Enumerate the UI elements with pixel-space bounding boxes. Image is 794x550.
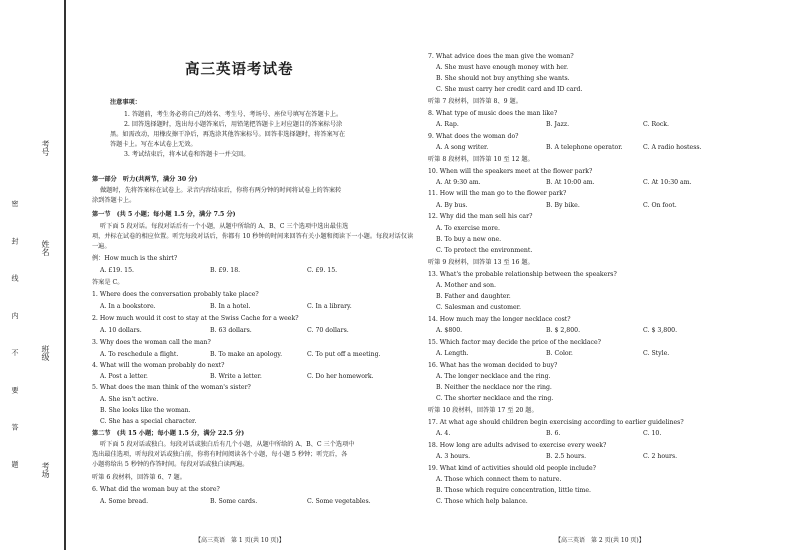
text-line: A. Those which connect them to nature. [436,476,562,483]
binding-line [64,0,66,550]
answer-option: A. To reschedule a flight. [100,351,179,358]
text-line: 涂到答题卡上。 [92,197,136,204]
answer-option: A. 3 hours. [436,453,471,460]
text-line: 4. What will the woman probably do next? [92,362,225,369]
answer-option: A. £19. 15. [100,267,134,274]
answer-option: A. At 9:30 am. [436,179,481,186]
text-line: 第二节 (共 15 小题；每小题 1.5 分，满分 22.5 分) [92,430,245,437]
answer-option: A. 10 dollars. [100,327,142,334]
answer-option: B. At 10:00 am. [546,179,595,186]
answer-option: B. Write a letter. [210,373,262,380]
answer-option: A. Post a letter. [100,373,148,380]
answer-option: B. By bike. [546,202,580,209]
text-line: 2. How much would it cost to stay at the Swiss Cache for a week? [92,315,299,322]
text-line: 注意事项： [110,99,141,106]
text-line: 听下面 5 段对话或独白。每段对话或独白后有几个小题，从题中所给的 A、B、C 三个选项中 [100,441,355,448]
answer-option: C. In a library. [307,303,352,310]
text-line: 12. Why did the man sell his car? [428,213,533,220]
text-line: 小题将给出 5 秒钟的作答时间。每段对话或独白读两遍。 [92,461,249,468]
text-line: 16. What has the woman decided to buy? [428,362,558,369]
answer-option: C. 2 hours. [643,453,678,460]
binding-margin [0,0,68,550]
text-line: 19. What kind of activities should old people include? [428,465,596,472]
answer-option: A. $800. [436,327,463,334]
text-line: C. Salesman and customer. [436,304,521,311]
answer-option: C. Some vegetables. [307,498,371,505]
text-line: 听第 7 段材料，回答第 8、9 题。 [428,98,522,105]
text-line: 1. 答题前，考生务必将自己的姓名、考生号、考场号、座位号填写在答题卡上。 [124,111,343,118]
text-line: B. Neither the necklace nor the ring. [436,384,552,391]
answer-option: C. Do her homework. [307,373,374,380]
text-line: 13. What's the probable relationship between the speakers? [428,271,617,278]
answer-option: C. 70 dollars. [307,327,349,334]
answer-option: C. $ 3,800. [643,327,678,334]
text-line: 项，并标在试卷的相应位置。听完每段对话后，你都有 10 秒钟的时间来回答有关小题和阅读下一小题。每段对话仅读 [92,233,414,240]
text-line: B. To buy a new one. [436,236,502,243]
text-line: C. She has a special character. [100,418,197,425]
text-line: 听第 6 段材料，回答第 6、7 题。 [92,474,186,481]
text-line: A. To exercise more. [436,225,500,232]
text-line: 8. What type of music does the man like? [428,110,558,117]
text-line: 9. What does the woman do? [428,133,519,140]
text-line: A. She isn't active. [100,396,159,403]
answer-option: C. £9. 15. [307,267,338,274]
text-line: C. The shorter necklace and the ring. [436,395,554,402]
answer-option: A. A song writer. [436,144,489,151]
text-line: 10. When will the speakers meet at the flower park? [428,168,593,175]
binding-label-name: 姓名 [41,240,50,256]
answer-option: A. Some bread. [100,498,149,505]
text-line: 6. What did the woman buy at the store? [92,486,220,493]
answer-option: C. Style. [643,350,670,357]
text-line: 答题卡上。写在本试卷上无效。 [110,141,197,148]
answer-option: C. At 10:30 am. [643,179,692,186]
left-page-footer: 【高三英语 第 1 页(共 10 页)】 [195,537,285,544]
text-line: 一遍。 [92,243,111,250]
answer-option: C. On foot. [643,202,677,209]
answer-option: A. 4. [436,430,451,437]
text-line: 第一部分 听力(共两节，满分 30 分) [92,176,198,183]
text-line: 听第 10 段材料，回答第 17 至 20 题。 [428,407,538,414]
binding-label-class: 班级 [41,345,50,361]
answer-option: B. $ 2,800. [546,327,581,334]
answer-option: B. Some cards. [210,498,258,505]
answer-option: C. Rock. [643,121,670,128]
text-line: 做题时，先将答案标在试卷上。录音内容结束后，你将有两分钟的时间将试卷上的答案转 [100,187,342,194]
answer-option: A. In a bookstore. [100,303,156,310]
page-title: 高三英语考试卷 [185,62,294,78]
text-line: A. The longer necklace and the ring. [436,373,551,380]
text-line: 听第 9 段材料，回答第 13 至 16 题。 [428,259,534,266]
text-line: 11. How will the man go to the flower park? [428,190,567,197]
answer-option: B. A telephone operator. [546,144,623,151]
text-line: C. Those which help balance. [436,498,528,505]
binding-label-kaohao: 考号 [41,140,50,156]
text-line: 2. 回答选择题时，选出每小题答案后，用铅笔把答题卡上对应题目的答案标号涂 [124,121,343,128]
text-line: B. Father and daughter. [436,293,511,300]
answer-option: B. In a hotel. [210,303,251,310]
answer-option: A. Rap. [436,121,459,128]
right-page-footer: 【高三英语 第 2 页(共 10 页)】 [555,537,645,544]
answer-option: B. 6. [546,430,561,437]
text-line: B. She should not buy anything she wants. [436,75,570,82]
text-line: 7. What advice does the man give the woman? [428,53,574,60]
answer-option: C. A radio hostess. [643,144,702,151]
binding-label-room: 考场 [41,462,50,478]
answer-option: B. Color. [546,350,573,357]
text-line: A. She must have enough money with her. [436,64,569,71]
text-line: C. She must carry her credit card and ID card. [436,86,583,93]
text-line: 例：How much is the shirt? [92,255,178,262]
answer-option: C. 10. [643,430,662,437]
text-line: 第一节 (共 5 小题；每小题 1.5 分，满分 7.5 分) [92,211,236,218]
answer-option: B. 2.5 hours. [546,453,587,460]
text-line: 1. Where does the conversation probably take place? [92,291,259,298]
text-line: 选出最佳选项，听每段对话或独白前，你将有时间阅读各个小题，每小题 5 秒钟；听完后，各 [92,451,348,458]
seal-text: 密 封 线 内 不 要 答 题 [11,200,19,482]
text-line: 3. 考试结束后，将本试卷和答题卡一并交回。 [124,151,250,158]
answer-option: A. By bus. [436,202,468,209]
answer-option: B. Jazz. [546,121,570,128]
text-line: B. She looks like the woman. [100,407,191,414]
answer-option: A. Length. [436,350,469,357]
text-line: 17. At what age should children begin exercising according to earlier guidelines? [428,419,684,426]
text-line: B. Those which require concentration, little time. [436,487,591,494]
text-line: 听下面 5 段对话。每段对话后有一个小题，从题中所给的 A、B、C 三个选项中选出最佳选 [100,223,349,230]
text-line: 听第 8 段材料，回答第 10 至 12 题。 [428,156,534,163]
text-line: A. Mother and son. [436,282,496,289]
text-line: 3. Why does the woman call the man? [92,339,211,346]
answer-option: B. To make an apology. [210,351,283,358]
text-line: 黑。如需改动，用橡皮擦干净后，再选涂其他答案标号。回答非选择题时，将答案写在 [110,131,346,138]
text-line: 答案是 C。 [92,279,124,286]
text-line: 5. What does the man think of the woman's sister? [92,384,251,391]
text-line: 14. How much may the longer necklace cost? [428,316,571,323]
answer-option: B. 63 dollars. [210,327,252,334]
answer-option: B. £9. 18. [210,267,241,274]
answer-option: C. To put off a meeting. [307,351,381,358]
text-line: 15. Which factor may decide the price of the necklace? [428,339,601,346]
text-line: C. To protect the environment. [436,247,533,254]
text-line: 18. How long are adults advised to exercise every week? [428,442,607,449]
